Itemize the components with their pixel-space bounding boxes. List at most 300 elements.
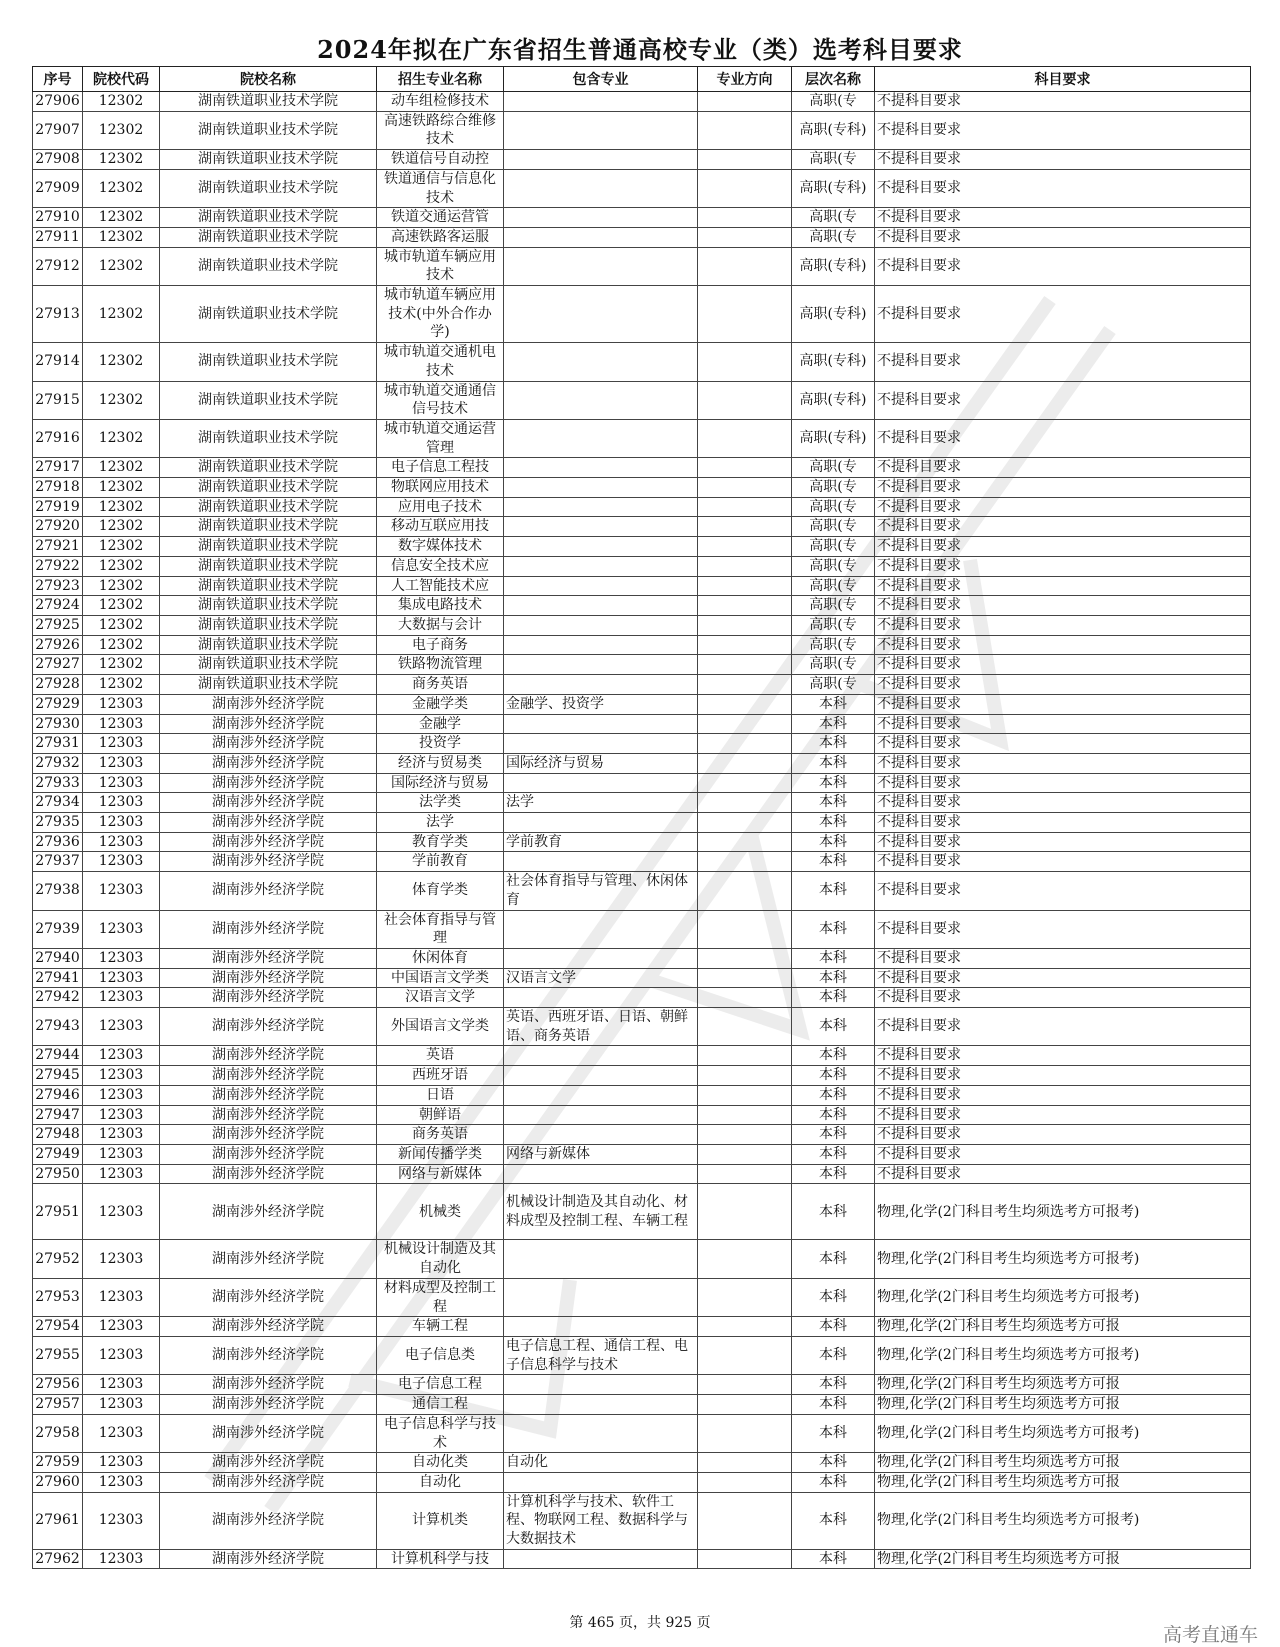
cell-level: 本科	[792, 714, 875, 734]
cell-major-name: 新闻传播学类	[377, 1144, 504, 1164]
cell-level: 高职(专	[792, 227, 875, 247]
cell-major-name: 体育学类	[377, 872, 504, 910]
cell-major-direction	[698, 1472, 792, 1492]
table-row	[33, 714, 1251, 734]
cell-serial: 27941	[33, 968, 83, 988]
table-row	[33, 1105, 1251, 1125]
cell-major-name: 社会体育指导与管理	[377, 910, 504, 948]
table-row	[33, 1317, 1251, 1337]
cell-subject-requirement: 不提科目要求	[875, 968, 1251, 988]
cell-level: 本科	[792, 1278, 875, 1316]
table-row	[33, 852, 1251, 872]
cell-school-name: 湖南铁道职业技术学院	[160, 576, 377, 596]
cell-level: 本科	[792, 988, 875, 1008]
cell-serial: 27932	[33, 753, 83, 773]
cell-major-direction	[698, 1414, 792, 1452]
table-row	[33, 1125, 1251, 1145]
cell-subject-requirement: 不提科目要求	[875, 92, 1251, 112]
cell-school-code: 12303	[83, 1472, 160, 1492]
cell-school-name: 湖南铁道职业技术学院	[160, 381, 377, 419]
cell-major-direction	[698, 419, 792, 457]
cell-subject-requirement: 不提科目要求	[875, 988, 1251, 1008]
table-row	[33, 576, 1251, 596]
cell-major-direction	[698, 111, 792, 149]
cell-serial: 27921	[33, 537, 83, 557]
cell-serial: 27924	[33, 596, 83, 616]
cell-level: 高职(专	[792, 675, 875, 695]
header-level: 层次名称	[792, 67, 875, 92]
cell-school-code: 12303	[83, 1184, 160, 1240]
cell-included-majors: 英语、西班牙语、日语、朝鲜语、商务英语	[504, 1008, 698, 1046]
table-row	[33, 1008, 1251, 1046]
cell-school-name: 湖南涉外经济学院	[160, 988, 377, 1008]
cell-school-name: 湖南铁道职业技术学院	[160, 208, 377, 228]
table-row	[33, 1184, 1251, 1240]
cell-major-direction	[698, 517, 792, 537]
cell-subject-requirement: 不提科目要求	[875, 1046, 1251, 1066]
cell-school-code: 12303	[83, 694, 160, 714]
cell-major-direction	[698, 169, 792, 207]
cell-school-name: 湖南涉外经济学院	[160, 714, 377, 734]
cell-school-name: 湖南涉外经济学院	[160, 1472, 377, 1492]
cell-major-name: 铁道信号自动控	[377, 150, 504, 170]
cell-major-direction	[698, 1240, 792, 1278]
cell-major-direction	[698, 343, 792, 381]
cell-major-direction	[698, 556, 792, 576]
cell-major-direction	[698, 227, 792, 247]
cell-major-direction	[698, 948, 792, 968]
table-row	[33, 381, 1251, 419]
cell-school-name: 湖南涉外经济学院	[160, 1453, 377, 1473]
cell-included-majors	[504, 458, 698, 478]
cell-level: 高职(专	[792, 517, 875, 537]
cell-included-majors	[504, 419, 698, 457]
cell-included-majors	[504, 556, 698, 576]
table-row	[33, 1549, 1251, 1569]
cell-school-name: 湖南铁道职业技术学院	[160, 517, 377, 537]
cell-included-majors: 网络与新媒体	[504, 1144, 698, 1164]
cell-subject-requirement: 不提科目要求	[875, 948, 1251, 968]
cell-school-code: 12303	[83, 1395, 160, 1415]
table-row	[33, 596, 1251, 616]
cell-serial: 27923	[33, 576, 83, 596]
cell-school-name: 湖南铁道职业技术学院	[160, 478, 377, 498]
header-major-name: 招生专业名称	[377, 67, 504, 92]
table-row	[33, 1085, 1251, 1105]
cell-level: 高职(专	[792, 478, 875, 498]
cell-major-direction	[698, 1066, 792, 1086]
cell-major-name: 物联网应用技术	[377, 478, 504, 498]
cell-school-code: 12302	[83, 169, 160, 207]
cell-subject-requirement: 不提科目要求	[875, 478, 1251, 498]
cell-included-majors	[504, 1414, 698, 1452]
cell-major-direction	[698, 1008, 792, 1046]
cell-level: 本科	[792, 734, 875, 754]
cell-school-code: 12302	[83, 343, 160, 381]
cell-serial: 27944	[33, 1046, 83, 1066]
cell-serial: 27960	[33, 1472, 83, 1492]
cell-major-name: 国际经济与贸易	[377, 773, 504, 793]
table-row	[33, 208, 1251, 228]
cell-major-direction	[698, 596, 792, 616]
cell-level: 高职(专科)	[792, 111, 875, 149]
cell-major-direction	[698, 615, 792, 635]
cell-serial: 27925	[33, 615, 83, 635]
cell-school-code: 12302	[83, 227, 160, 247]
cell-major-direction	[698, 208, 792, 228]
cell-subject-requirement: 物理,化学(2门科目考生均须选考方可报考)	[875, 1278, 1251, 1316]
cell-major-name: 英语	[377, 1046, 504, 1066]
cell-included-majors: 金融学、投资学	[504, 694, 698, 714]
cell-subject-requirement: 不提科目要求	[875, 852, 1251, 872]
cell-level: 高职(专科)	[792, 247, 875, 285]
cell-school-code: 12303	[83, 753, 160, 773]
cell-school-name: 湖南涉外经济学院	[160, 1336, 377, 1374]
cell-school-name: 湖南涉外经济学院	[160, 910, 377, 948]
cell-school-code: 12303	[83, 1085, 160, 1105]
cell-serial: 27956	[33, 1375, 83, 1395]
header-included-majors: 包含专业	[504, 67, 698, 92]
cell-major-name: 西班牙语	[377, 1066, 504, 1086]
cell-subject-requirement: 不提科目要求	[875, 286, 1251, 343]
cell-major-direction	[698, 1278, 792, 1316]
cell-included-majors	[504, 150, 698, 170]
cell-subject-requirement: 不提科目要求	[875, 910, 1251, 948]
cell-subject-requirement: 不提科目要求	[875, 675, 1251, 695]
table-row	[33, 1066, 1251, 1086]
cell-major-name: 中国语言文学类	[377, 968, 504, 988]
cell-subject-requirement: 不提科目要求	[875, 1008, 1251, 1046]
cell-school-name: 湖南铁道职业技术学院	[160, 169, 377, 207]
cell-subject-requirement: 物理,化学(2门科目考生均须选考方可报	[875, 1453, 1251, 1473]
cell-included-majors	[504, 1395, 698, 1415]
cell-major-direction	[698, 1085, 792, 1105]
cell-serial: 27912	[33, 247, 83, 285]
cell-serial: 27961	[33, 1492, 83, 1549]
cell-subject-requirement: 物理,化学(2门科目考生均须选考方可报考)	[875, 1336, 1251, 1374]
cell-major-direction	[698, 734, 792, 754]
cell-subject-requirement: 不提科目要求	[875, 458, 1251, 478]
cell-level: 高职(专	[792, 615, 875, 635]
cell-included-majors: 学前教育	[504, 832, 698, 852]
cell-major-direction	[698, 497, 792, 517]
cell-subject-requirement: 不提科目要求	[875, 1085, 1251, 1105]
cell-included-majors: 汉语言文学	[504, 968, 698, 988]
cell-school-name: 湖南铁道职业技术学院	[160, 247, 377, 285]
cell-level: 本科	[792, 1395, 875, 1415]
cell-serial: 27917	[33, 458, 83, 478]
cell-subject-requirement: 物理,化学(2门科目考生均须选考方可报	[875, 1395, 1251, 1415]
cell-subject-requirement: 物理,化学(2门科目考生均须选考方可报考)	[875, 1184, 1251, 1240]
cell-school-code: 12302	[83, 576, 160, 596]
cell-serial: 27930	[33, 714, 83, 734]
cell-school-name: 湖南涉外经济学院	[160, 832, 377, 852]
cell-school-code: 12302	[83, 381, 160, 419]
table-row	[33, 1414, 1251, 1452]
cell-school-name: 湖南铁道职业技术学院	[160, 556, 377, 576]
cell-subject-requirement: 不提科目要求	[875, 1066, 1251, 1086]
cell-subject-requirement: 不提科目要求	[875, 714, 1251, 734]
cell-major-direction	[698, 537, 792, 557]
cell-school-name: 湖南铁道职业技术学院	[160, 343, 377, 381]
header-school-name: 院校名称	[160, 67, 377, 92]
cell-school-name: 湖南涉外经济学院	[160, 1278, 377, 1316]
table-row	[33, 343, 1251, 381]
cell-serial: 27947	[33, 1105, 83, 1125]
cell-included-majors	[504, 910, 698, 948]
cell-serial: 27907	[33, 111, 83, 149]
cell-included-majors	[504, 478, 698, 498]
table-row	[33, 1395, 1251, 1415]
cell-major-direction	[698, 813, 792, 833]
cell-serial: 27938	[33, 872, 83, 910]
cell-included-majors	[504, 517, 698, 537]
cell-school-code: 12303	[83, 1375, 160, 1395]
cell-major-name: 学前教育	[377, 852, 504, 872]
cell-included-majors	[504, 1164, 698, 1184]
cell-major-name: 经济与贸易类	[377, 753, 504, 773]
cell-major-name: 高速铁路客运服	[377, 227, 504, 247]
cell-school-code: 12302	[83, 92, 160, 112]
cell-major-direction	[698, 1317, 792, 1337]
cell-school-name: 湖南涉外经济学院	[160, 1105, 377, 1125]
table-row	[33, 675, 1251, 695]
cell-school-code: 12302	[83, 615, 160, 635]
cell-serial: 27913	[33, 286, 83, 343]
cell-subject-requirement: 不提科目要求	[875, 111, 1251, 149]
cell-school-name: 湖南涉外经济学院	[160, 753, 377, 773]
cell-school-name: 湖南涉外经济学院	[160, 694, 377, 714]
cell-major-name: 休闲体育	[377, 948, 504, 968]
cell-school-code: 12303	[83, 910, 160, 948]
cell-included-majors	[504, 1472, 698, 1492]
cell-subject-requirement: 不提科目要求	[875, 150, 1251, 170]
cell-included-majors: 法学	[504, 793, 698, 813]
cell-subject-requirement: 不提科目要求	[875, 537, 1251, 557]
cell-major-name: 网络与新媒体	[377, 1164, 504, 1184]
cell-subject-requirement: 不提科目要求	[875, 1105, 1251, 1125]
cell-school-code: 12302	[83, 655, 160, 675]
cell-school-name: 湖南涉外经济学院	[160, 1240, 377, 1278]
watermark-text: 高考直通车	[1162, 1624, 1258, 1646]
cell-school-name: 湖南铁道职业技术学院	[160, 675, 377, 695]
cell-level: 本科	[792, 1375, 875, 1395]
cell-school-name: 湖南涉外经济学院	[160, 1046, 377, 1066]
cell-major-direction	[698, 247, 792, 285]
cell-school-name: 湖南铁道职业技术学院	[160, 227, 377, 247]
cell-major-name: 外国语言文学类	[377, 1008, 504, 1046]
cell-serial: 27909	[33, 169, 83, 207]
cell-level: 本科	[792, 832, 875, 852]
cell-level: 高职(专	[792, 596, 875, 616]
cell-school-name: 湖南铁道职业技术学院	[160, 458, 377, 478]
cell-level: 高职(专	[792, 537, 875, 557]
cell-subject-requirement: 不提科目要求	[875, 247, 1251, 285]
cell-serial: 27952	[33, 1240, 83, 1278]
cell-level: 高职(专科)	[792, 419, 875, 457]
cell-included-majors	[504, 948, 698, 968]
cell-subject-requirement: 物理,化学(2门科目考生均须选考方可报	[875, 1472, 1251, 1492]
cell-included-majors	[504, 1317, 698, 1337]
table-row	[33, 1492, 1251, 1549]
cell-level: 高职(专科)	[792, 286, 875, 343]
cell-major-direction	[698, 1492, 792, 1549]
table-row	[33, 872, 1251, 910]
cell-serial: 27948	[33, 1125, 83, 1145]
cell-level: 高职(专	[792, 208, 875, 228]
cell-included-majors	[504, 988, 698, 1008]
cell-level: 本科	[792, 852, 875, 872]
cell-serial: 27937	[33, 852, 83, 872]
cell-school-code: 12303	[83, 1046, 160, 1066]
table-row	[33, 910, 1251, 948]
cell-school-name: 湖南涉外经济学院	[160, 813, 377, 833]
cell-serial: 27954	[33, 1317, 83, 1337]
table-row	[33, 988, 1251, 1008]
cell-major-name: 汉语言文学	[377, 988, 504, 1008]
cell-school-code: 12303	[83, 1317, 160, 1337]
cell-serial: 27926	[33, 635, 83, 655]
cell-major-direction	[698, 832, 792, 852]
table-row	[33, 247, 1251, 285]
cell-school-name: 湖南涉外经济学院	[160, 793, 377, 813]
cell-major-direction	[698, 714, 792, 734]
table-row	[33, 1240, 1251, 1278]
table-row	[33, 1453, 1251, 1473]
cell-school-code: 12303	[83, 714, 160, 734]
cell-school-code: 12303	[83, 793, 160, 813]
cell-subject-requirement: 不提科目要求	[875, 517, 1251, 537]
cell-school-code: 12302	[83, 419, 160, 457]
cell-major-name: 动车组检修技术	[377, 92, 504, 112]
cell-included-majors	[504, 247, 698, 285]
cell-included-majors: 社会体育指导与管理、休闲体育	[504, 872, 698, 910]
cell-school-name: 湖南铁道职业技术学院	[160, 615, 377, 635]
cell-level: 本科	[792, 872, 875, 910]
cell-included-majors	[504, 227, 698, 247]
cell-subject-requirement: 不提科目要求	[875, 832, 1251, 852]
cell-level: 本科	[792, 773, 875, 793]
cell-school-name: 湖南铁道职业技术学院	[160, 497, 377, 517]
table-row	[33, 734, 1251, 754]
cell-major-name: 铁道交通运营管	[377, 208, 504, 228]
table-row	[33, 1046, 1251, 1066]
table-row	[33, 517, 1251, 537]
header-serial: 序号	[33, 67, 83, 92]
table-row	[33, 556, 1251, 576]
cell-major-name: 电子商务	[377, 635, 504, 655]
cell-school-code: 12303	[83, 852, 160, 872]
cell-school-code: 12302	[83, 635, 160, 655]
table-row	[33, 458, 1251, 478]
cell-serial: 27908	[33, 150, 83, 170]
cell-major-direction	[698, 576, 792, 596]
cell-level: 本科	[792, 1240, 875, 1278]
table-row	[33, 150, 1251, 170]
cell-school-name: 湖南涉外经济学院	[160, 1125, 377, 1145]
cell-level: 本科	[792, 813, 875, 833]
cell-major-name: 通信工程	[377, 1395, 504, 1415]
cell-serial: 27949	[33, 1144, 83, 1164]
cell-school-code: 12302	[83, 111, 160, 149]
cell-major-name: 电子信息科学与技术	[377, 1414, 504, 1452]
cell-included-majors	[504, 1046, 698, 1066]
cell-school-name: 湖南铁道职业技术学院	[160, 655, 377, 675]
cell-included-majors	[504, 635, 698, 655]
header-major-direction: 专业方向	[698, 67, 792, 92]
cell-major-direction	[698, 1164, 792, 1184]
cell-major-direction	[698, 655, 792, 675]
cell-major-name: 电子信息类	[377, 1336, 504, 1374]
cell-serial: 27931	[33, 734, 83, 754]
cell-included-majors	[504, 773, 698, 793]
cell-subject-requirement: 不提科目要求	[875, 576, 1251, 596]
cell-level: 本科	[792, 1144, 875, 1164]
cell-included-majors: 自动化	[504, 1453, 698, 1473]
cell-major-name: 计算机类	[377, 1492, 504, 1549]
cell-major-direction	[698, 1105, 792, 1125]
cell-included-majors	[504, 1125, 698, 1145]
cell-level: 本科	[792, 1472, 875, 1492]
cell-major-name: 机械类	[377, 1184, 504, 1240]
cell-major-direction	[698, 694, 792, 714]
cell-major-direction	[698, 773, 792, 793]
cell-school-name: 湖南涉外经济学院	[160, 968, 377, 988]
cell-serial: 27934	[33, 793, 83, 813]
table-row	[33, 169, 1251, 207]
cell-school-name: 湖南涉外经济学院	[160, 872, 377, 910]
cell-major-direction	[698, 852, 792, 872]
cell-major-name: 电子信息工程技	[377, 458, 504, 478]
header-subject-requirement: 科目要求	[875, 67, 1251, 92]
cell-serial: 27958	[33, 1414, 83, 1452]
cell-major-name: 商务英语	[377, 675, 504, 695]
cell-subject-requirement: 不提科目要求	[875, 753, 1251, 773]
cell-level: 本科	[792, 1549, 875, 1569]
cell-school-code: 12303	[83, 1164, 160, 1184]
cell-serial: 27955	[33, 1336, 83, 1374]
table-row	[33, 948, 1251, 968]
cell-subject-requirement: 物理,化学(2门科目考生均须选考方可报	[875, 1317, 1251, 1337]
cell-school-code: 12303	[83, 1008, 160, 1046]
table-row	[33, 1144, 1251, 1164]
cell-level: 本科	[792, 1414, 875, 1452]
cell-subject-requirement: 不提科目要求	[875, 793, 1251, 813]
cell-serial: 27945	[33, 1066, 83, 1086]
cell-school-name: 湖南铁道职业技术学院	[160, 111, 377, 149]
cell-school-name: 湖南涉外经济学院	[160, 1414, 377, 1452]
cell-school-name: 湖南涉外经济学院	[160, 1492, 377, 1549]
cell-major-name: 投资学	[377, 734, 504, 754]
table-row	[33, 694, 1251, 714]
cell-major-direction	[698, 872, 792, 910]
cell-included-majors	[504, 1375, 698, 1395]
cell-included-majors: 电子信息工程、通信工程、电子信息科学与技术	[504, 1336, 698, 1374]
cell-level: 本科	[792, 1105, 875, 1125]
cell-level: 本科	[792, 968, 875, 988]
cell-included-majors	[504, 111, 698, 149]
cell-major-name: 数字媒体技术	[377, 537, 504, 557]
cell-school-name: 湖南涉外经济学院	[160, 1085, 377, 1105]
cell-level: 高职(专科)	[792, 343, 875, 381]
cell-school-code: 12302	[83, 150, 160, 170]
cell-subject-requirement: 物理,化学(2门科目考生均须选考方可报考)	[875, 1492, 1251, 1549]
cell-included-majors	[504, 734, 698, 754]
cell-major-direction	[698, 1144, 792, 1164]
table-header-row	[33, 67, 1251, 92]
cell-level: 高职(专科)	[792, 381, 875, 419]
cell-school-name: 湖南涉外经济学院	[160, 734, 377, 754]
